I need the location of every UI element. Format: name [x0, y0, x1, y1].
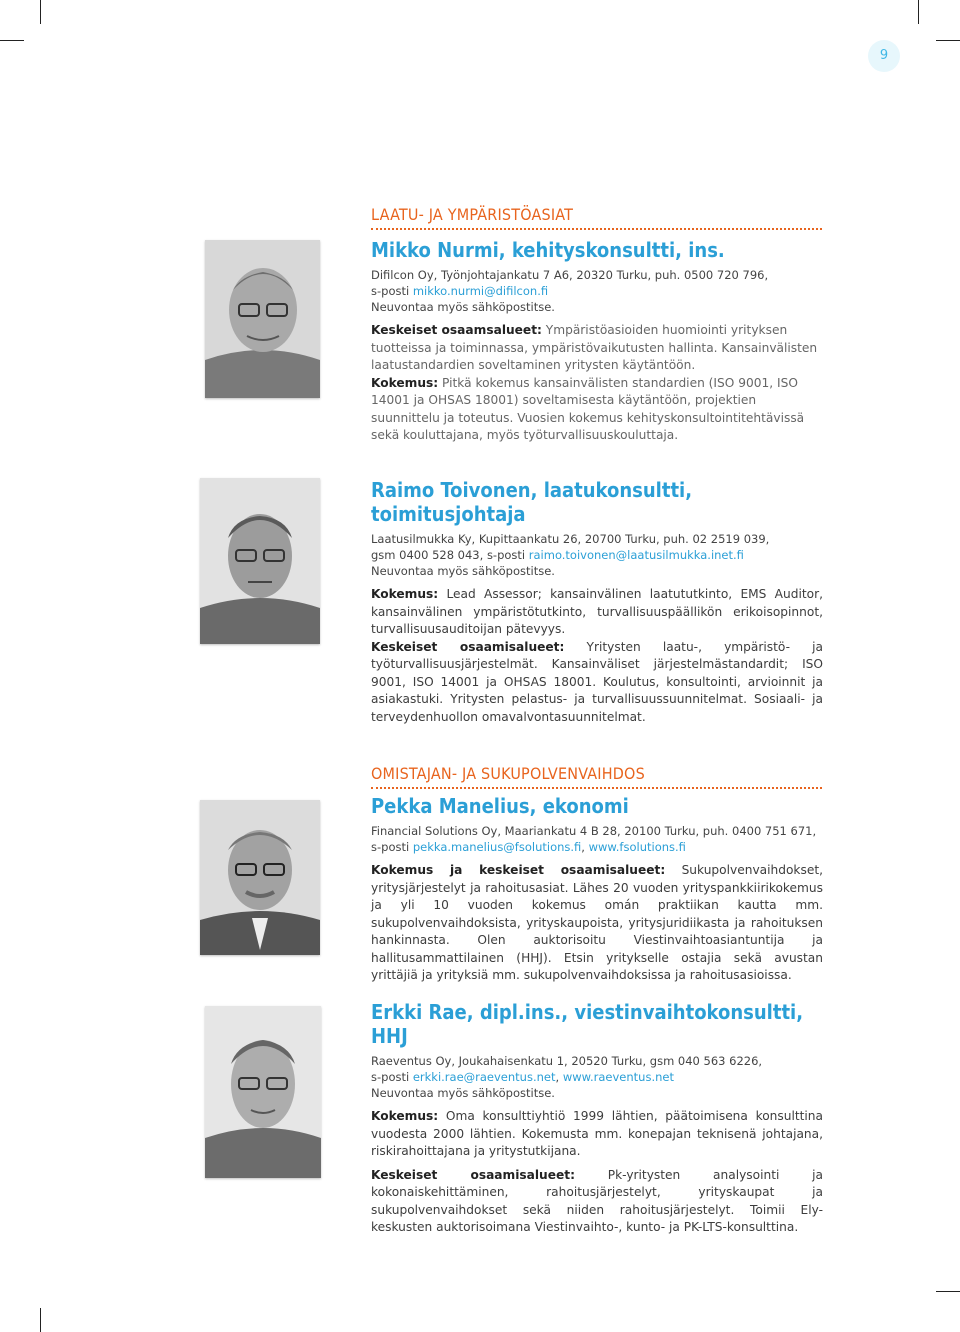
portrait-image: [205, 240, 320, 398]
contact-address: Financial Solutions Oy, Maariankatu 4 B 28, 20100 Turku, puh. 0400 751 671,: [371, 824, 817, 838]
email-link[interactable]: erkki.rae@raeventus.net: [412, 1070, 556, 1084]
expertise-paragraph: [371, 639, 823, 727]
email-label: s-posti: [371, 840, 413, 854]
email-link[interactable]: mikko.nurmi@difilcon.fi: [412, 284, 549, 298]
expertise-text: Yritysten laatu-, ympäristö- ja työturvallisuusjärjestelmät. Kansainväliset järjestelmästandardit; ISO 9001, ISO 14001 ja OHSAS 18001. Koulutus, konsultointi, arvioinnit ja asiakastuki. Yritysten pelastus- ja turvallisuussuunnitelmat. Sosiaali- ja terveydenhuollon omavalvontasuunnitelmat.: [371, 639, 823, 724]
expertise-paragraph: [371, 322, 823, 375]
advice-note: Neuvontaa myös sähköpostitse.: [371, 564, 555, 578]
contact-info: [371, 1053, 823, 1101]
website-link[interactable]: www.fsolutions.fi: [588, 840, 686, 854]
section-heading-quality: LAATU- JA YMPÄRISTÖASIAT: [371, 205, 822, 230]
portrait-image: [200, 478, 320, 644]
portrait-image: [205, 1006, 321, 1178]
person-erkki-rae: [371, 1000, 823, 1237]
person-name: Pekka Manelius, ekonomi: [371, 794, 629, 818]
contact-email-line: [371, 283, 823, 299]
crop-mark: [936, 40, 960, 41]
crop-mark: [40, 1308, 41, 1332]
person-pekka-manelius: [371, 794, 823, 985]
person-name: Erkki Rae, dipl.ins., viestinvaihtokonsultti, HHJ: [371, 1000, 804, 1048]
portrait-image: [200, 800, 320, 955]
contact-info: [371, 823, 823, 855]
person-raimo-toivonen: [371, 478, 823, 726]
separator: ,: [555, 1070, 563, 1084]
section-heading-succession: OMISTAJAN- JA SUKUPOLVENVAIHDOS: [371, 764, 822, 789]
experience-paragraph: [371, 586, 823, 639]
expertise-label: Kokemus ja keskeiset osaamisalueet:: [371, 863, 666, 877]
person-mikko-nurmi: [371, 238, 823, 445]
expertise-paragraph: [371, 862, 823, 985]
contact-email-line: [371, 839, 823, 855]
contact-email-line: [371, 1069, 823, 1085]
experience-paragraph: [371, 1108, 823, 1161]
expertise-text: Sukupolvenvaihdokset, yritysjärjestelyt ja rahoitusasiat. Lähes 20 vuoden yrityspankkiirikokemus ja yli 10 vuoden kokemus omán praktiikan kautta mm. sukupolvenvaihdoksista, yrityskaupoista, yritysjuridiikasta ja rahoituksen hankinnasta. Olen auktorisoitu Viestinvaihtoasiantuntija ja hallitusammattilainen (HHJ). Etsin yritykselle ostajia sekä avustan yrittäjiä ja yrityksiä mm. sukupolvenvaihdoksissa ja rahoitusasioissa.: [371, 863, 823, 982]
experience-label: Kokemus:: [371, 587, 439, 601]
experience-text: Lead Assessor; kansainvälinen laatututkinto, EMS Auditor, kansainvälinen ympäristötutkinto, turvallisuuspäällikön erikoisopinnot, turvallisuusauditoijan pätevyys.: [371, 587, 823, 636]
expertise-text: Ympäristöasioiden huomiointi yrityksen tuotteissa ja toiminnassa, ympäristövaikutusten hallinta. Kansainvälisten laatustandardien soveltaminen yritysten käytäntöön.: [371, 323, 818, 372]
contact-info: [371, 531, 823, 579]
email-link[interactable]: pekka.manelius@fsolutions.fi: [412, 840, 582, 854]
experience-label: Kokemus:: [371, 375, 439, 390]
contact-email-line: [371, 547, 823, 563]
website-link[interactable]: www.raeventus.net: [562, 1070, 674, 1084]
crop-mark: [0, 40, 24, 41]
crop-mark: [40, 0, 41, 24]
person-name: Raimo Toivonen, laatukonsultti, toimitusjohtaja: [371, 478, 693, 526]
crop-mark: [936, 1291, 960, 1292]
portrait-raimo-toivonen: [200, 478, 320, 644]
expertise-label: Keskeiset osaamsalueet:: [371, 323, 542, 337]
experience-text: Pitkä kokemus kansainvälisten standardien (ISO 9001, ISO 14001 ja OHSAS 18001) soveltamisesta käytäntöön, projektien suunnittelu ja toteutus. Vuosien kokemus kehityskonsultointitehtävissä sekä kouluttajana, myös työturvallisuuskouluttaja.: [371, 375, 805, 442]
experience-text: Oma konsulttiyhtiö 1999 lähtien, päätoimisena konsulttina vuodesta 2000 lähtien. Kokemusta mm. konepajan teknisenä johtajana, riskirahoittajana ja yritystutkijana.: [371, 1109, 823, 1158]
contact-info: [371, 267, 823, 315]
email-label: s-posti: [371, 284, 413, 298]
advice-note: Neuvontaa myös sähköpostitse.: [371, 1086, 555, 1100]
phone-email-label: gsm 0400 528 043, s-posti: [371, 548, 529, 562]
advice-note: Neuvontaa myös sähköpostitse.: [371, 300, 555, 314]
crop-mark: [918, 0, 919, 24]
portrait-mikko-nurmi: [205, 240, 320, 398]
expertise-label: Keskeiset osaamisalueet:: [371, 639, 565, 654]
expertise-text: Pk-yritysten analysointi ja kokonaiskehittäminen, rahoitusjärjestelyt, yrityskaupat ja sukupolvenvaihdokset sekä niiden rahoitusjärjestelyt. Toimii Ely-keskusten auktorisoimana Viestinvaihto-, kunto- ja PK-LTS-konsulttina.: [371, 1167, 823, 1234]
contact-address: Laatusilmukka Ky, Kupittaankatu 26, 20700 Turku, puh. 02 2519 039,: [371, 532, 770, 546]
person-name: Mikko Nurmi, kehityskonsultti, ins.: [371, 238, 725, 262]
contact-address: Raeventus Oy, Joukahaisenkatu 1, 20520 Turku, gsm 040 563 6226,: [371, 1054, 763, 1068]
separator: ,: [581, 840, 589, 854]
experience-label: Kokemus:: [371, 1109, 439, 1123]
email-label: s-posti: [371, 1070, 413, 1084]
contact-address: Difilcon Oy, Työnjohtajankatu 7 A6, 20320 Turku, puh. 0500 720 796,: [371, 268, 769, 282]
email-link[interactable]: raimo.toivonen@laatusilmukka.inet.fi: [528, 548, 744, 562]
expertise-paragraph: [371, 1167, 823, 1237]
portrait-pekka-manelius: [200, 800, 320, 955]
experience-paragraph: [371, 375, 823, 445]
portrait-erkki-rae: [205, 1006, 321, 1178]
expertise-label: Keskeiset osaamisalueet:: [371, 1167, 575, 1182]
page-number: 9: [868, 40, 900, 72]
